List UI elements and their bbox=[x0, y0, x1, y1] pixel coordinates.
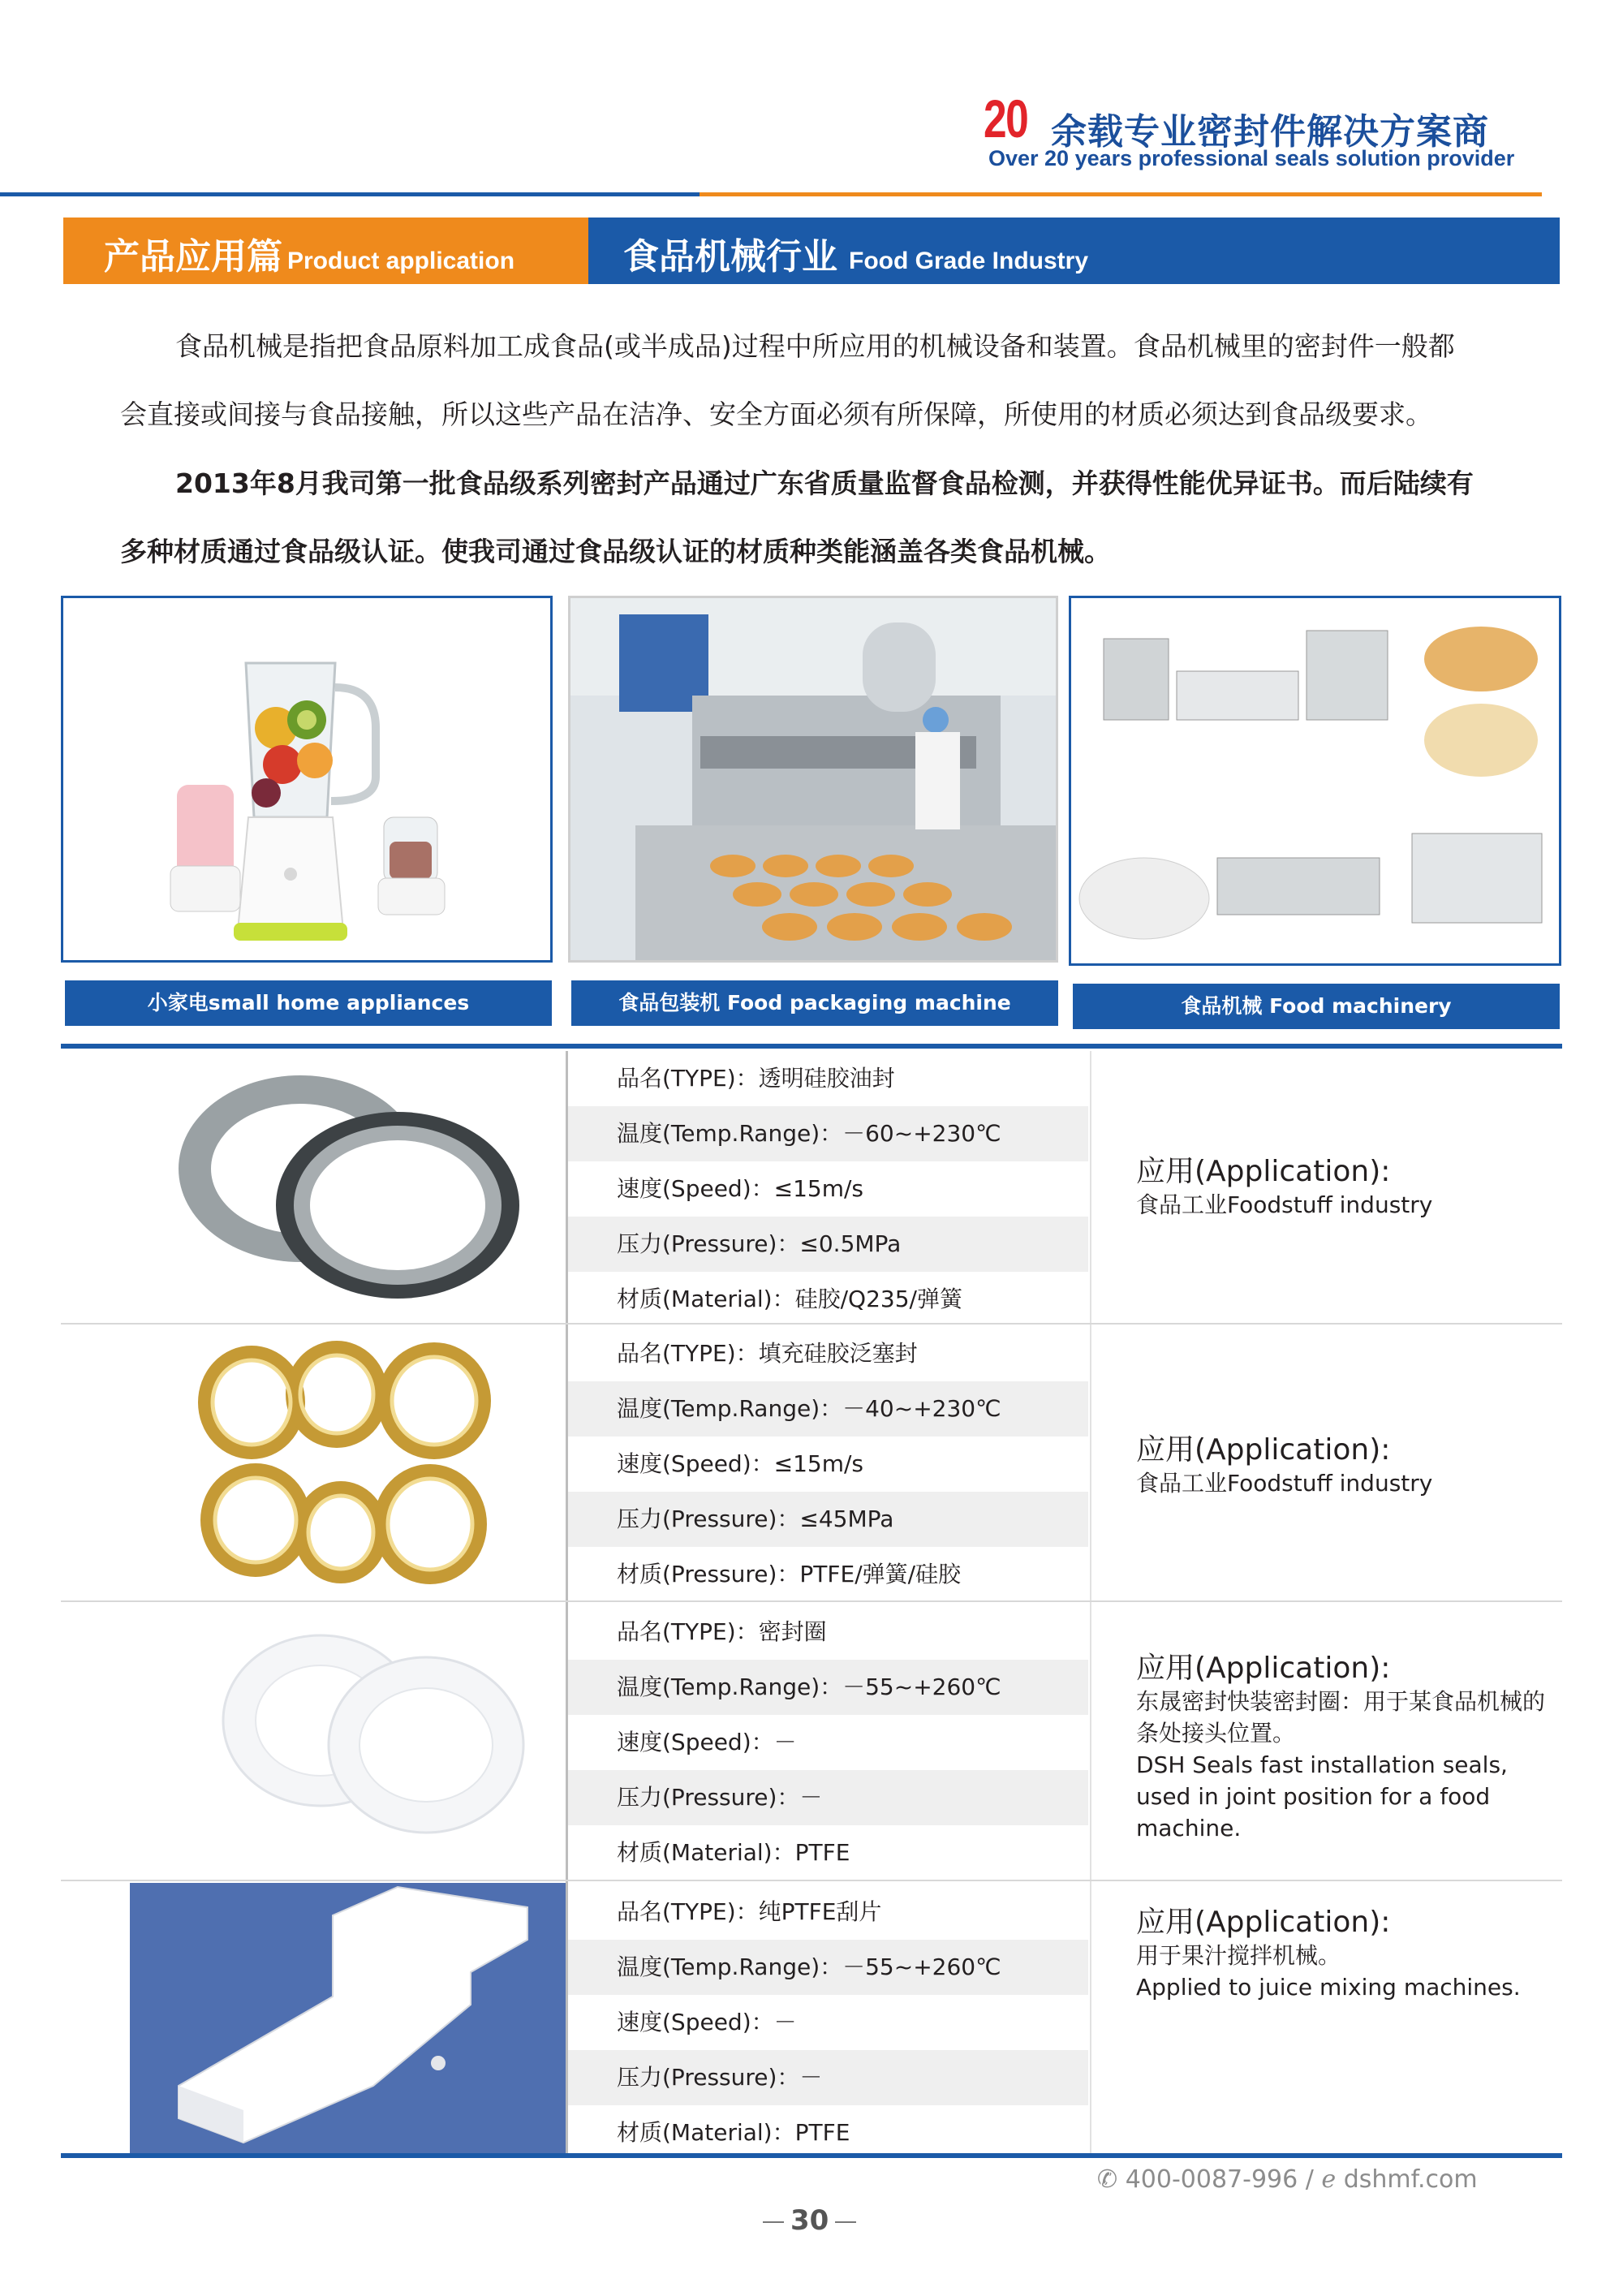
intro-p2-line2: 多种材质通过食品级认证。使我司通过食品级认证的材质种类能涵盖各类食品机械。 bbox=[120, 536, 1111, 567]
section-left-cn: 产品应用篇 bbox=[104, 236, 282, 278]
page-number bbox=[763, 2204, 856, 2237]
footer-website: dshmf.com bbox=[1343, 2165, 1478, 2194]
caption-small-appliances: 小家电small home appliances bbox=[65, 980, 552, 1026]
section-right-label bbox=[623, 227, 1088, 279]
spec-speed: 速度(Speed)：－ bbox=[617, 1729, 797, 1755]
spec-type: 品名(TYPE)：透明硅胶油封 bbox=[617, 1065, 895, 1092]
spec-pressure: 压力(Pressure)：－ bbox=[568, 1770, 1088, 1825]
spec-material: 材质(Material)：PTFE bbox=[617, 2119, 850, 2146]
application-title: 应用(Application): bbox=[1136, 1155, 1391, 1188]
header-divider-orange bbox=[700, 192, 1542, 196]
section-left-label bbox=[104, 227, 514, 279]
application-title: 应用(Application): bbox=[1136, 1433, 1391, 1467]
intro-p1-line2: 会直接或间接与食品接触，所以这些产品在洁净、安全方面必须有所保障，所使用的材质必须达到食品级要求。 bbox=[120, 398, 1432, 430]
spec-pressure: 压力(Pressure)：≤0.5MPa bbox=[568, 1217, 1088, 1272]
header-years: 20 bbox=[984, 88, 1028, 149]
header-title-cn: 余载专业密封件解决方案商 bbox=[1051, 111, 1489, 153]
spec-speed: 速度(Speed)：≤15m/s bbox=[617, 1175, 864, 1202]
application-title: 应用(Application): bbox=[1136, 1906, 1391, 1939]
photo-filled-silicone-spring-seal bbox=[195, 1338, 503, 1592]
footer-phone: 400-0087-996 bbox=[1125, 2165, 1298, 2194]
section-right-en: Food Grade Industry bbox=[849, 248, 1089, 274]
caption-food-machinery: 食品机械 Food machinery bbox=[1073, 984, 1560, 1029]
photo-food-machinery bbox=[1069, 596, 1561, 966]
spec-temp: 温度(Temp.Range)：－55~+260℃ bbox=[568, 1660, 1088, 1715]
section-right-cn: 食品机械行业 bbox=[623, 236, 837, 278]
section-left-en: Product application bbox=[287, 248, 515, 274]
application-body: 食品工业Foodstuff industry bbox=[1136, 1470, 1433, 1497]
phone-icon: ✆ bbox=[1097, 2165, 1118, 2194]
spec-type: 品名(TYPE)：密封圈 bbox=[617, 1618, 827, 1645]
spec-speed: 速度(Speed)：－ bbox=[617, 2009, 797, 2035]
spec-material: 材质(Material)：硅胶/Q235/弹簧 bbox=[617, 1286, 962, 1312]
application-body-cn: 东晟密封快装密封圈：用于某食品机械的条处接头位置。 bbox=[1136, 1688, 1546, 1747]
table-col-divider-2 bbox=[1090, 1051, 1091, 2153]
spec-pressure: 压力(Pressure)：－ bbox=[568, 2050, 1088, 2105]
header-divider-blue bbox=[0, 192, 700, 196]
photo-ptfe-seal-ring bbox=[207, 1623, 532, 1854]
application-body-cn: 用于果汁搅拌机械。 bbox=[1136, 1942, 1341, 1969]
spec-speed: 速度(Speed)：≤15m/s bbox=[617, 1450, 864, 1477]
caption-food-packaging: 食品包装机 Food packaging machine bbox=[571, 980, 1058, 1026]
header-title-en: Over 20 years professional seals solution provider bbox=[988, 146, 1515, 170]
spec-temp: 温度(Temp.Range)：－60~+230℃ bbox=[568, 1106, 1088, 1161]
web-icon: ℯ bbox=[1321, 2165, 1337, 2194]
footer-contact bbox=[1097, 2165, 1478, 2194]
application-body-en: Applied to juice mixing machines. bbox=[1136, 1974, 1521, 2001]
application-title: 应用(Application): bbox=[1136, 1652, 1391, 1685]
page-number-value: 30 bbox=[790, 2204, 829, 2237]
footer-divider: / bbox=[1305, 2165, 1314, 2194]
spec-pressure: 压力(Pressure)：≤45MPa bbox=[568, 1492, 1088, 1547]
photo-ptfe-scraper bbox=[130, 1883, 566, 2153]
photo-transparent-silicone-oil-seal bbox=[170, 1063, 527, 1318]
spec-type: 品名(TYPE)：纯PTFE刮片 bbox=[617, 1898, 882, 1925]
table-top-rule bbox=[61, 1044, 1562, 1049]
intro-paragraph-2 bbox=[120, 450, 1500, 586]
spec-material: 材质(Material)：PTFE bbox=[617, 1839, 850, 1866]
intro-paragraph-1 bbox=[120, 312, 1500, 449]
application-body: 食品工业Foodstuff industry bbox=[1136, 1191, 1433, 1218]
application-body-en: DSH Seals fast installation seals, used in joint position for a food machine. bbox=[1136, 1751, 1508, 1842]
intro-p1-line1: 食品机械是指把食品原料加工成食品(或半成品)过程中所应用的机械设备和装置。食品机械里的密封件一般都 bbox=[175, 330, 1455, 362]
spec-temp: 温度(Temp.Range)：－55~+260℃ bbox=[568, 1940, 1088, 1995]
intro-p2-line1: 2013年8月我司第一批食品级系列密封产品通过广东省质量监督食品检测，并获得性能优异证书。而后陆续有 bbox=[175, 467, 1474, 499]
application-body bbox=[1136, 1940, 1558, 2003]
photo-small-appliances bbox=[61, 596, 553, 963]
photo-food-packaging-machine bbox=[568, 596, 1058, 963]
spec-material: 材质(Pressure)：PTFE/弹簧/硅胶 bbox=[617, 1561, 962, 1587]
spec-type: 品名(TYPE)：填充硅胶泛塞封 bbox=[617, 1340, 918, 1367]
spec-temp: 温度(Temp.Range)：－40~+230℃ bbox=[568, 1381, 1088, 1437]
application-body bbox=[1136, 1686, 1558, 1844]
